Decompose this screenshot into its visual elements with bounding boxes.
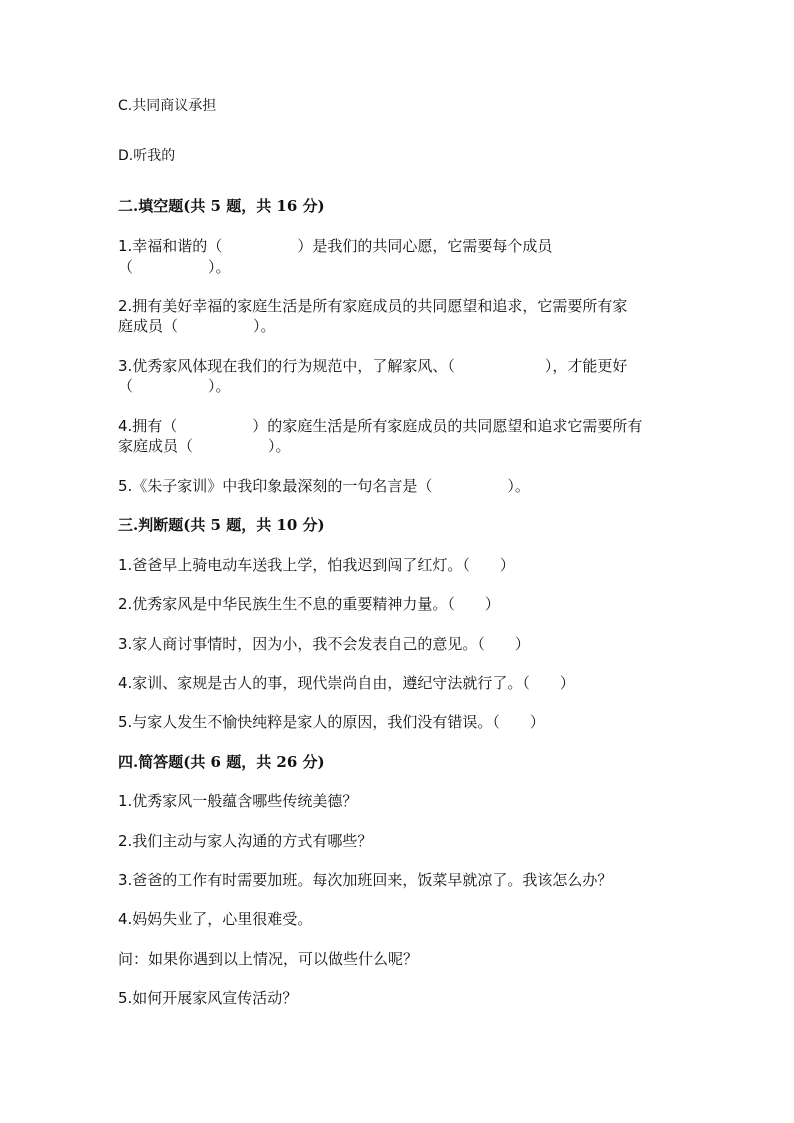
short-question-3: 3.爸爸的工作有时需要加班。每次加班回来，饭菜早就凉了。我该怎么办？ — [118, 871, 613, 889]
option-c: C.共同商议承担 — [118, 98, 217, 114]
judge-question-1: 1.爸爸早上骑电动车送我上学，怕我迟到闯了红灯。（ ） — [118, 556, 515, 574]
short-question-5: 5.如何开展家风宣传活动？ — [118, 989, 298, 1007]
fill-question-3-line-1: 3.优秀家风体现在我们的行为规范中，了解家风、（ ），才能更好 — [118, 357, 628, 375]
fill-question-1-line-2: （ ）。 — [118, 258, 231, 276]
fill-question-2-line-2: 庭成员（ ）。 — [118, 317, 276, 335]
judge-question-2: 2.优秀家风是中华民族生生不息的重要精神力量。（ ） — [118, 595, 500, 613]
short-question-4: 4.妈妈失业了，心里很难受。 — [118, 910, 313, 928]
section-3-heading: 三.判断题(共 5 题，共 10 分) — [118, 516, 325, 534]
short-question-2: 2.我们主动与家人沟通的方式有哪些？ — [118, 832, 373, 850]
fill-question-2-line-1: 2.拥有美好幸福的家庭生活是所有家庭成员的共同愿望和追求，它需要所有家 — [118, 297, 628, 315]
fill-question-1-line-1: 1.幸福和谐的（ ）是我们的共同心愿，它需要每个成员 — [118, 237, 553, 255]
fill-question-3-line-2: （ ）。 — [118, 377, 231, 395]
judge-question-4: 4.家训、家规是古人的事，现代崇尚自由，遵纪守法就行了。（ ） — [118, 674, 575, 692]
fill-question-4-line-1: 4.拥有（ ）的家庭生活是所有家庭成员的共同愿望和追求它需要所有 — [118, 417, 643, 435]
judge-question-3: 3.家人商讨事情时，因为小，我不会发表自己的意见。（ ） — [118, 635, 530, 653]
judge-question-5: 5.与家人发生不愉快纯粹是家人的原因，我们没有错误。（ ） — [118, 713, 545, 731]
section-2-heading: 二.填空题(共 5 题，共 16 分) — [118, 197, 325, 215]
short-question-4-ask: 问：如果你遇到以上情况，可以做些什么呢？ — [118, 950, 419, 968]
fill-question-5: 5.《朱子家训》中我印象最深刻的一句名言是（ ）。 — [118, 477, 530, 495]
option-d: D.听我的 — [118, 148, 176, 164]
short-question-1: 1.优秀家风一般蕴含哪些传统美德？ — [118, 792, 358, 810]
fill-question-4-line-2: 家庭成员（ ）。 — [118, 437, 291, 455]
section-4-heading: 四.简答题(共 6 题，共 26 分) — [118, 753, 325, 771]
